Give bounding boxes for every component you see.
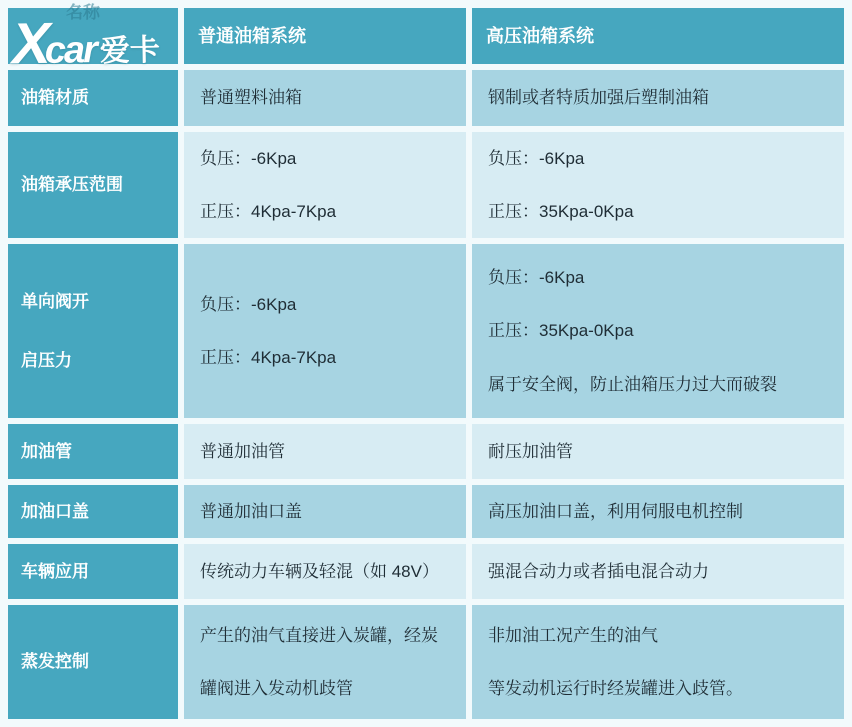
cell-ordinary-filler-pipe: 普通加油管 — [184, 424, 466, 479]
cell-ordinary-evaporation-control: 产生的油气直接进入炭罐，经炭 罐阀进入发动机歧管 — [184, 605, 466, 719]
cell-high-pressure-tank-material: 钢制或者特质加强后塑制油箱 — [472, 70, 844, 126]
header-ordinary-system: 普通油箱系统 — [184, 8, 466, 64]
row-label-pressure-range: 油箱承压范围 — [8, 132, 178, 238]
row-label-check-valve-pressure: 单向阀开 启压力 — [8, 244, 178, 418]
row-label-filler-pipe: 加油管 — [8, 424, 178, 479]
cell-high-pressure-fuel-cap: 高压加油口盖，利用伺服电机控制 — [472, 485, 844, 538]
logo-car-text: car — [44, 29, 97, 72]
cell-ordinary-pressure-range: 负压：-6Kpa 正压：4Kpa-7Kpa — [184, 132, 466, 238]
logo-x-glyph: X — [11, 10, 48, 77]
cell-high-pressure-filler-pipe: 耐压加油管 — [472, 424, 844, 479]
cell-ordinary-check-valve-pressure: 负压：-6Kpa 正压：4Kpa-7Kpa — [184, 244, 466, 418]
row-label-vehicle-application: 车辆应用 — [8, 544, 178, 599]
cell-high-pressure-pressure-range: 负压：-6Kpa 正压：35Kpa-0Kpa — [472, 132, 844, 238]
cell-ordinary-vehicle-application: 传统动力车辆及轻混（如 48V） — [184, 544, 466, 599]
row-label-evaporation-control: 蒸发控制 — [8, 605, 178, 719]
row-label-tank-material: 油箱材质 — [8, 70, 178, 126]
corner-partial-label: 名称 — [66, 3, 100, 22]
cell-high-pressure-check-valve-pressure: 负压：-6Kpa 正压：35Kpa-0Kpa 属于安全阀，防止油箱压力过大而破裂 — [472, 244, 844, 418]
cell-high-pressure-evaporation-control: 非加油工况产生的油气 等发动机运行时经炭罐进入歧管。 — [472, 605, 844, 719]
cell-ordinary-fuel-cap: 普通加油口盖 — [184, 485, 466, 538]
cell-ordinary-tank-material: 普通塑料油箱 — [184, 70, 466, 126]
row-label-fuel-cap: 加油口盖 — [8, 485, 178, 538]
logo-chinese-text: 爱卡 — [99, 33, 161, 68]
cell-high-pressure-vehicle-application: 强混合动力或者插电混合动力 — [472, 544, 844, 599]
header-high-pressure-system: 高压油箱系统 — [472, 8, 844, 64]
